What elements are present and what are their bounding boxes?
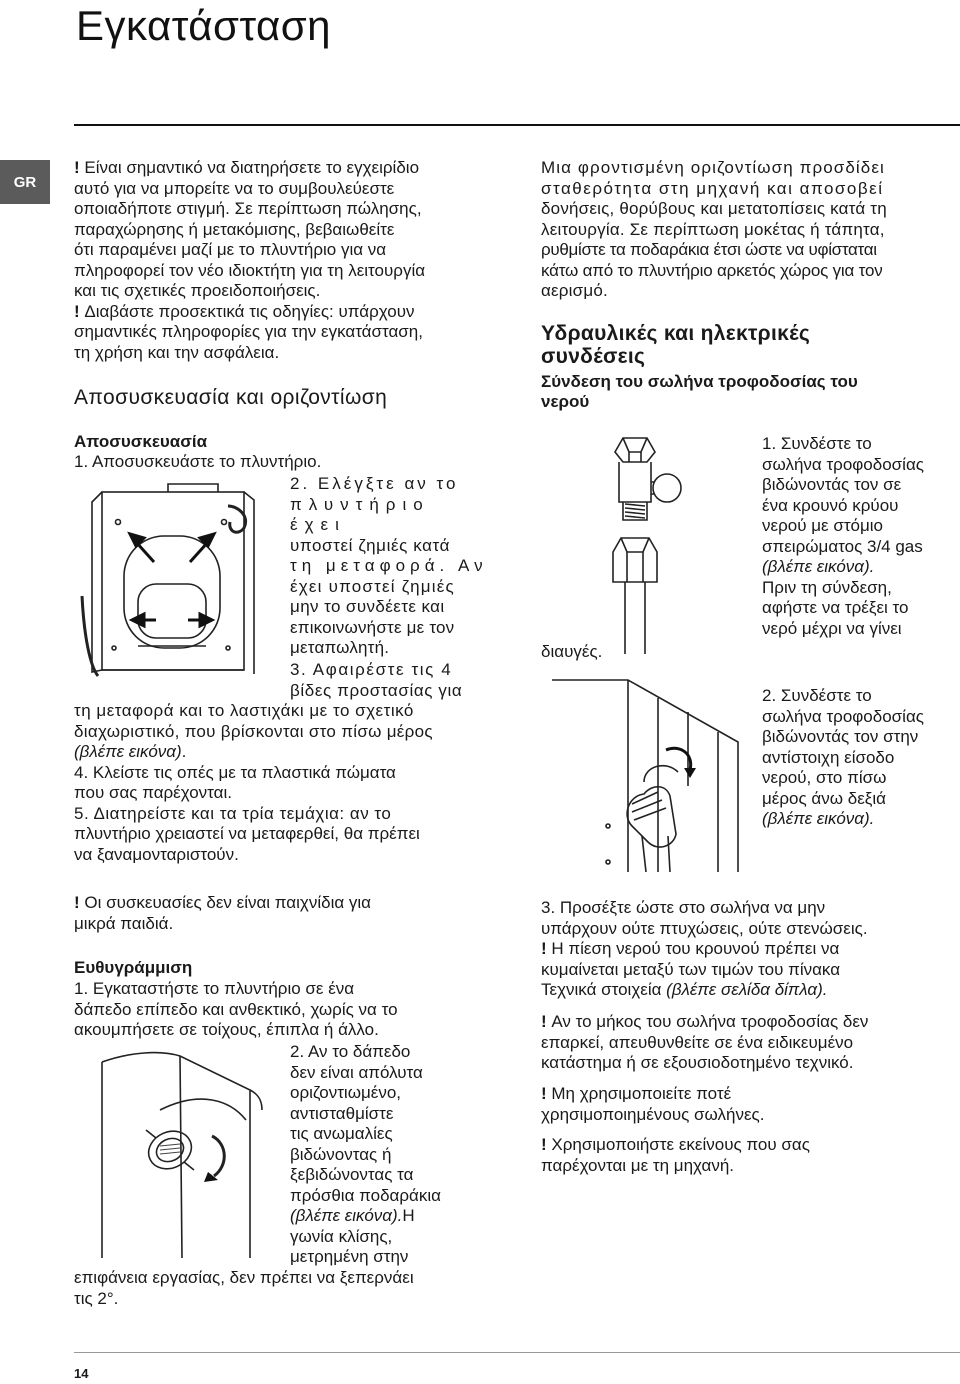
text-line: πρόσθια ποδαράκια	[290, 1185, 441, 1205]
heading-line: Υδραυλικές και ηλεκτρικές	[541, 322, 811, 345]
text-line: υπάρχουν ούτε πτυχώσεις, ούτε στενώσεις.	[541, 918, 868, 938]
text-line: δονήσεις, θορύβους και μετατοπίσεις κατά τη	[541, 199, 887, 218]
text-line: Χρησιμοποιήστε εκείνους που σας	[551, 1135, 810, 1154]
text-line: 2. Ελέγξτε αν το	[290, 474, 459, 493]
text-line: τη μεταφορά. Αν	[290, 556, 488, 575]
washer-back-figure	[78, 476, 286, 680]
text-line: νερού με στόμιο	[762, 516, 884, 535]
warning-mark-icon: !	[541, 1012, 552, 1031]
text-line: 1. Εγκαταστήστε το πλυντήριο σε ένα	[74, 979, 355, 998]
water-tap-figure	[585, 432, 695, 654]
text-line: Μια φροντισμένη οριζοντίωση προσδίδει	[541, 158, 885, 177]
level-step-2	[290, 1042, 496, 1268]
text-line: σημαντικές πληροφορίες για την εγκατάσταση,	[74, 322, 423, 341]
text-line: επιφάνεια εργασίας, δεν πρέπει να ξεπερνάει	[74, 1268, 414, 1287]
text-line: τις ανωμαλίες	[290, 1124, 393, 1143]
level-step-2-cont	[74, 1268, 496, 1309]
supplied-hose-note	[541, 1135, 960, 1176]
text-line: οριζοντιωμένο,	[290, 1083, 402, 1102]
text-line: 2. Αν το δάπεδο	[290, 1042, 411, 1061]
hose-step-3-and-warnings	[541, 898, 960, 1001]
text-line: επαρκεί, απευθυνθείτε σε ένα ειδικευμένο	[541, 1032, 854, 1052]
leveling-foot-figure	[100, 1050, 280, 1258]
text-line: τη μεταφορά και το λαστιχάκι με το σχετικό	[74, 701, 414, 720]
warning-mark-icon: !	[541, 1084, 552, 1103]
text-line: βιδώνοντάς τον σε	[762, 475, 902, 494]
unpack-step-3-cont	[74, 701, 496, 865]
leveling-note	[541, 158, 960, 302]
text-line: παραχώρησης ή μετακόμισης, βεβαιωθείτε	[74, 219, 395, 239]
text-line: ότι παραμένει μαζί με το πλυντήριο για να	[74, 240, 387, 259]
text-line: πλυντήριο χρειαστεί να μεταφερθεί, θα πρέπει	[74, 824, 420, 843]
heading-line: συνδέσεις	[541, 345, 646, 368]
warning-mark-icon: !	[541, 939, 552, 958]
text-line: αερισμό.	[541, 281, 608, 300]
text-line: τις 2°.	[74, 1288, 119, 1308]
unpack-step-5: 5. Διατηρείστε και τα τρία τεμάχια: αν το	[74, 803, 392, 823]
warning-mark-icon: !	[541, 1135, 552, 1154]
text-line: σωλήνα τροφοδοσίας	[762, 454, 924, 474]
unpack-step-4: 4. Κλείστε τις οπές με τα πλαστικά πώματα	[74, 762, 396, 782]
text-line: σωλήνα τροφοδοσίας	[762, 706, 924, 726]
text-line: υποστεί ζημιές κατά	[290, 535, 451, 555]
figure-reference: (βλέπε εικόνα).	[290, 1206, 403, 1225]
language-tab: GR	[0, 160, 50, 204]
text-line: νερού, στο πίσω	[762, 768, 887, 787]
text-line: κάτω από το πλυντήριο αρκετός χώρος για τον	[541, 260, 883, 280]
text-line: Τεχνικά στοιχεία	[541, 980, 667, 999]
unpack-step-3-start	[290, 660, 496, 701]
text-line: σταθερότητα στη μηχανή και αποσοβεί	[541, 178, 884, 198]
text-line: να ξαναμονταριστούν.	[74, 844, 239, 864]
text-line: αφήστε να τρέξει το	[762, 598, 909, 617]
text-line: Οι συσκευασίες δεν είναι παιχνίδια για	[84, 893, 371, 912]
text-line: 1. Συνδέστε το	[762, 434, 872, 453]
text-line: οποιαδήποτε στιγμή. Σε περίπτωση πώλησης,	[74, 199, 422, 218]
used-hose-warning	[541, 1084, 960, 1125]
section-heading-connections	[541, 322, 960, 368]
text-line: κατάστημα ή σε εξουσιοδοτημένο τεχνικό.	[541, 1053, 854, 1072]
text-line: αντίστοιχη είσοδο	[762, 747, 895, 767]
figure-reference: (βλέπε εικόνα).	[762, 809, 875, 828]
hose-step-1-end: διαυγές.	[541, 642, 603, 661]
figure-reference: (βλέπε εικόνα)	[74, 742, 182, 761]
text-line: βιδώνοντας ή	[290, 1144, 392, 1164]
unpack-step-1: 1. Αποσυσκευάστε το πλυντήριο.	[74, 452, 322, 471]
text-line: πλυντήριο έχει	[290, 494, 430, 534]
text-line: μην το συνδέετε και	[290, 597, 445, 616]
text-line: τη χρήση και την ασφάλεια.	[74, 342, 280, 362]
subheading-water-hose	[541, 372, 960, 412]
text-line: 3. Αφαιρέστε τις 4	[290, 660, 453, 679]
hose-inlet-figure	[548, 676, 756, 872]
heading-line: νερού	[541, 392, 590, 411]
text-line: έχει υποστεί ζημιές	[290, 576, 455, 596]
packaging-warning	[74, 893, 496, 934]
text-line: επικοινωνήστε με τον	[290, 617, 455, 637]
text-line: νερό μέχρι να γίνει	[762, 618, 902, 638]
header-rule	[74, 124, 960, 126]
text-line: αντισταθμίστε	[290, 1103, 394, 1123]
text-line: ακουμπήσετε σε τοίχους, έπιπλα ή άλλο.	[74, 1020, 379, 1039]
text-line: Μη χρησιμοποιείτε ποτέ	[551, 1084, 732, 1103]
figure-reference: (βλέπε εικόνα).	[762, 557, 875, 576]
text-line: σπειρώματος 3/4 gas	[762, 536, 923, 556]
hose-step-1	[762, 434, 960, 639]
warning-mark-icon: !	[74, 158, 85, 177]
section-heading-unpacking-leveling: Αποσυσκευασία και οριζοντίωση	[74, 386, 388, 409]
text-line: που σας παρέχονται.	[74, 783, 232, 802]
text-line: 2. Συνδέστε το	[762, 686, 872, 705]
text-line: Είναι σημαντικό να διατηρήσετε το εγχειρίδιο	[84, 158, 420, 177]
hose-length-warning	[541, 1012, 960, 1074]
intro-note	[74, 158, 494, 363]
text-line: γωνία κλίσης,	[290, 1226, 393, 1246]
page-number: 14	[74, 1366, 89, 1381]
text-line: μεταπωλητή.	[290, 638, 390, 657]
text-line: λειτουργία. Σε περίπτωση μοκέτας ή τάπητα,	[541, 219, 885, 239]
warning-mark-icon: !	[74, 893, 85, 912]
text-line: και τις σχετικές προειδοποιήσεις.	[74, 281, 321, 300]
text-line: Αν το μήκος του σωλήνα τροφοδοσίας δεν	[551, 1012, 869, 1031]
text-line: μικρά παιδιά.	[74, 913, 174, 933]
hose-step-2	[762, 686, 960, 830]
subheading-unpacking: Αποσυσκευασία	[74, 432, 208, 451]
text-line: Διαβάστε προσεκτικά τις οδηγίες: υπάρχουν	[84, 301, 415, 321]
level-step-1	[74, 979, 496, 1041]
text-line: Η πίεση νερού του κρουνού πρέπει να	[551, 939, 840, 958]
text-line: Πριν τη σύνδεση,	[762, 577, 892, 597]
text-line: ρυθμίστε τα ποδαράκια έτσι ώστε να υφίσταται	[541, 240, 877, 259]
text-line: .	[181, 742, 187, 761]
warning-mark-icon: !	[74, 301, 85, 321]
heading-line: Σύνδεση του σωλήνα τροφοδοσίας του	[541, 372, 858, 391]
text-line: κυμαίνεται μεταξύ των τιμών του πίνακα	[541, 959, 841, 979]
text-line: ένα κρουνό κρύου	[762, 495, 899, 515]
footer-rule	[74, 1352, 960, 1353]
text-line: χρησιμοποιημένους σωλήνες.	[541, 1104, 765, 1124]
subheading-leveling: Ευθυγράμμιση	[74, 958, 193, 977]
page-title: Εγκατάσταση	[76, 2, 332, 49]
text-line: μετρημένη στην	[290, 1247, 409, 1266]
text-line: παρέχονται με τη μηχανή.	[541, 1155, 735, 1175]
text-line: ξεβιδώνοντας τα	[290, 1165, 414, 1184]
hose-step-3: 3. Προσέξτε ώστε στο σωλήνα να μην	[541, 898, 826, 917]
text-line: μέρος άνω δεξιά	[762, 788, 886, 808]
text-line: βιδώνοντάς τον στην	[762, 727, 919, 746]
page-reference: (βλέπε σελίδα δίπλα).	[666, 980, 828, 999]
text-line: Η	[402, 1206, 415, 1225]
text-line: δάπεδο επίπεδο και ανθεκτικό, χωρίς να το	[74, 999, 398, 1019]
text-line: βίδες προστασίας για	[290, 680, 463, 700]
unpack-step-2	[290, 474, 496, 659]
text-line: δεν είναι απόλυτα	[290, 1062, 423, 1082]
text-line: πληροφορεί τον νέο ιδιοκτήτη για τη λειτουργία	[74, 260, 426, 280]
text-line: διαχωριστικό, που βρίσκονται στο πίσω μέρος	[74, 721, 433, 741]
text-line: αυτό για να μπορείτε να το συμβουλεύεστε	[74, 178, 395, 198]
